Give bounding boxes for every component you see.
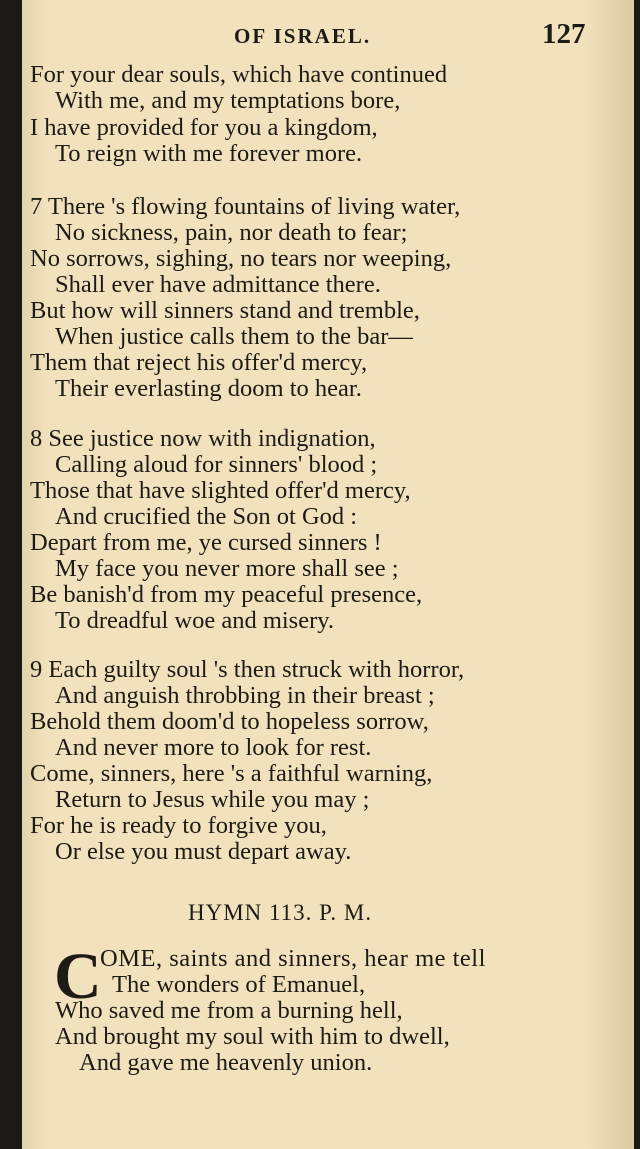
- verse-line: For your dear souls, which have continued: [30, 61, 448, 88]
- verse-line: I have provided for you a kingdom,: [30, 114, 378, 141]
- stanza-9-line: Return to Jesus while you may ;: [55, 786, 370, 813]
- page-number: 127: [542, 18, 586, 50]
- stanza-8-line: My face you never more shall see ;: [55, 555, 399, 582]
- hymn-title: HYMN 113. P. M.: [188, 900, 373, 925]
- stanza-7-line: Shall ever have admittance there.: [55, 271, 381, 298]
- drop-cap: C: [54, 940, 102, 1013]
- stanza-7-line: When justice calls them to the bar—: [55, 323, 413, 350]
- verse-line: To reign with me forever more.: [55, 140, 363, 167]
- hymn-line: The wonders of Emanuel,: [112, 971, 366, 998]
- hymn-line: Who saved me from a burning hell,: [55, 997, 403, 1024]
- hymn-line: And brought my soul with him to dwell,: [55, 1023, 450, 1050]
- book-page: [22, 0, 634, 1149]
- running-head: OF ISRAEL.: [234, 24, 372, 48]
- stanza-8-line: Calling aloud for sinners' blood ;: [55, 451, 378, 478]
- stanza-9-line: And anguish throbbing in their breast ;: [55, 682, 435, 709]
- verse-line: With me, and my temptations bore,: [55, 87, 401, 114]
- stanza-9-line: Or else you must depart away.: [55, 838, 352, 865]
- stanza-7-line: 7 There 's flowing fountains of living water,: [30, 193, 461, 220]
- stanza-9-line: For he is ready to forgive you,: [30, 812, 327, 839]
- stanza-8-line: 8 See justice now with indignation,: [30, 425, 376, 452]
- stanza-8-line: Depart from me, ye cursed sinners !: [30, 529, 382, 556]
- stanza-9-line: Behold them doom'd to hopeless sorrow,: [30, 708, 429, 735]
- stanza-7-line: No sorrows, sighing, no tears nor weeping,: [30, 245, 452, 272]
- stanza-8-line: To dreadful woe and misery.: [55, 607, 335, 634]
- stanza-9-line: 9 Each guilty soul 's then struck with horror,: [30, 656, 465, 683]
- stanza-8-line: Those that have slighted offer'd mercy,: [30, 477, 411, 504]
- stanza-7-line: Them that reject his offer'd mercy,: [30, 349, 368, 376]
- stanza-7-line: No sickness, pain, nor death to fear;: [55, 219, 408, 246]
- page-header: [22, 18, 634, 52]
- stanza-8-line: And crucified the Son ot God :: [55, 503, 358, 530]
- stanza-9-line: And never more to look for rest.: [55, 734, 372, 761]
- stanza-8-line: Be banish'd from my peaceful presence,: [30, 581, 423, 608]
- stanza-7-line: But how will sinners stand and tremble,: [30, 297, 420, 324]
- hymn-line: And gave me heavenly union.: [79, 1049, 373, 1076]
- stanza-9-line: Come, sinners, here 's a faithful warning,: [30, 760, 433, 787]
- stanza-7-line: Their everlasting doom to hear.: [55, 375, 362, 402]
- hymn-first-line: OME, saints and sinners, hear me tell: [100, 945, 486, 972]
